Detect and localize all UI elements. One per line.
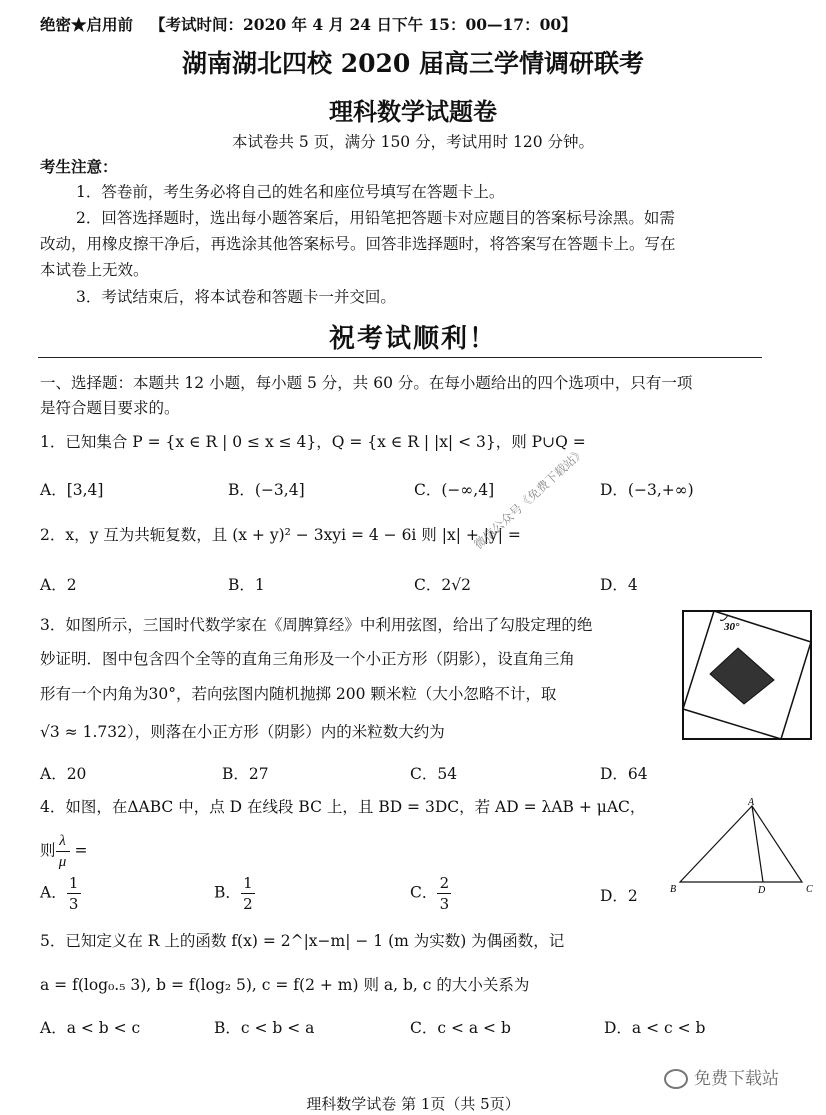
question-3-option-c: C．54 [410,765,458,783]
question-3-line-1: 3．如图所示，三国时代数学家在《周脾算经》中利用弦图，给出了勾股定理的绝 [40,616,593,634]
question-2-option-a: A．2 [40,576,77,594]
page-subtitle: 理科数学试题卷 [329,97,497,126]
exam-time: 【考试时间：2020 年 4 月 24 日下午 15：00—17：00】 [150,15,577,34]
question-3-line-3: 形有一个内角为30°，若向弦图内随机抛掷 200 颗米粒（大小忽略不计，取 [40,685,557,703]
vertex-c-label: C [806,884,813,895]
triangle-abc-figure [666,796,822,896]
question-5-option-b: B．c < b < a [214,1019,315,1037]
notice-item-2-line-2: 改动，用橡皮擦干净后，再选涂其他答案标号。回答非选择题时，将答案写在答题卡上。写在 [40,235,676,253]
notice-item-2-line-3: 本试卷上无效。 [40,261,149,279]
question-2-option-d: D．4 [600,576,638,594]
question-3-line-4: √3 ≈ 1.732），则落在小正方形（阴影）内的米粒数大约为 [40,723,445,741]
question-5-option-d: D．a < c < b [604,1019,706,1037]
question-5-option-c: C．c < a < b [410,1019,511,1037]
question-4-equals: = [74,841,88,860]
notice-item-2-line-1: 2．回答选择题时，选出每小题答案后，用铅笔把答题卡对应题目的答案标号涂黑。如需 [76,209,675,227]
question-1-option-d: D．(−3,+∞) [600,481,694,499]
exam-info: 本试卷共 5 页，满分 150 分，考试用时 120 分钟。 [231,133,595,151]
notice-item-3: 3．考试结束后，将本试卷和答题卡一并交回。 [76,288,396,306]
wechat-icon [664,1069,688,1089]
notice-heading: 考生注意： [40,157,118,176]
blessing: 祝考试顺利！ [328,324,497,354]
question-4-option-d: D．2 [600,887,638,905]
question-2-option-b: B．1 [228,576,265,594]
question-3-option-d: D．64 [600,765,648,783]
divider [38,357,762,358]
question-1-option-b: B．(−3,4] [228,481,305,499]
secret-label: 绝密★启用前 [40,15,134,34]
question-4-option-b: B． $\frac{1}{2}$ [214,874,255,913]
notice-item-1: 1．答卷前，考生务必将自己的姓名和座位号填写在答题卡上。 [76,183,505,201]
question-5-line-1: 5．已知定义在 R 上的函数 f(x) = 2^|x−m| − 1 (m 为实数) 为偶函数，记 [40,932,565,950]
angle-label: 30° [724,621,740,633]
question-3-option-b: B．27 [222,765,269,783]
question-4-option-a: A． $\frac{1}{3}$ [40,874,81,913]
question-2-text: 2．x，y 互为共轭复数，且 (x + y)² − 3xyi = 4 − 6i 则 |x| + |y| = [40,526,521,544]
triangle-abc [680,806,802,882]
point-d-label: D [758,885,766,896]
question-4-prefix: 则 [40,841,56,860]
question-5-line-2: a = f(log₀.₅ 3), b = f(log₂ 5), c = f(2 + m) 则 a, b, c 的大小关系为 [40,976,530,994]
vertex-b-label: B [670,884,677,895]
question-1-option-a: A．[3,4] [40,481,104,499]
question-4-line-2 [40,832,87,871]
segment-ad [752,806,763,882]
triangle-edge-4 [683,611,714,709]
page-footer: 理科数学试卷 第 1页（共 5页） [306,1095,520,1113]
question-4-option-c: C． $\frac{2}{3}$ [410,874,451,913]
triangle-edge-3 [683,709,781,739]
question-3-option-a: A．20 [40,765,87,783]
chord-diagram-figure [680,608,815,743]
page-title: 湖南湖北四校 2020 届高三学情调研联考 [182,49,644,78]
question-3-line-2: 妙证明．图中包含四个全等的直角三角形及一个小正方形（阴影），设直角三角 [40,650,575,668]
question-4-line-1: 4．如图，在ΔABC 中，点 D 在线段 BC 上，且 BD = 3DC，若 AD = λAB + μAC， [40,798,646,816]
question-2-option-c: C．2√2 [414,576,471,594]
question-5-option-a: A．a < b < c [40,1019,141,1037]
triangle-edge-2 [781,642,811,739]
corner-watermark: 免费下载站 [664,1064,779,1089]
question-1-option-c: C．(−∞,4] [414,481,495,499]
mu-denominator: μ [58,854,67,870]
vertex-a-label: A [748,797,755,808]
section-intro-line-2: 是符合题目要求的。 [40,399,180,417]
section-intro-line-1: 一、选择题：本题共 12 小题，每小题 5 分，共 60 分。在每小题给出的四个选项中，只有一项 [40,374,693,392]
diagonal-watermark: 微信公众号《免费下载站》 [471,445,588,552]
lambda-numerator: λ [59,833,66,849]
shaded-small-square [710,648,774,704]
question-1-text: 1．已知集合 P = {x ∈ R | 0 ≤ x ≤ 4}，Q = {x ∈ R | |x| < 3}，则 P∪Q = [40,433,586,451]
